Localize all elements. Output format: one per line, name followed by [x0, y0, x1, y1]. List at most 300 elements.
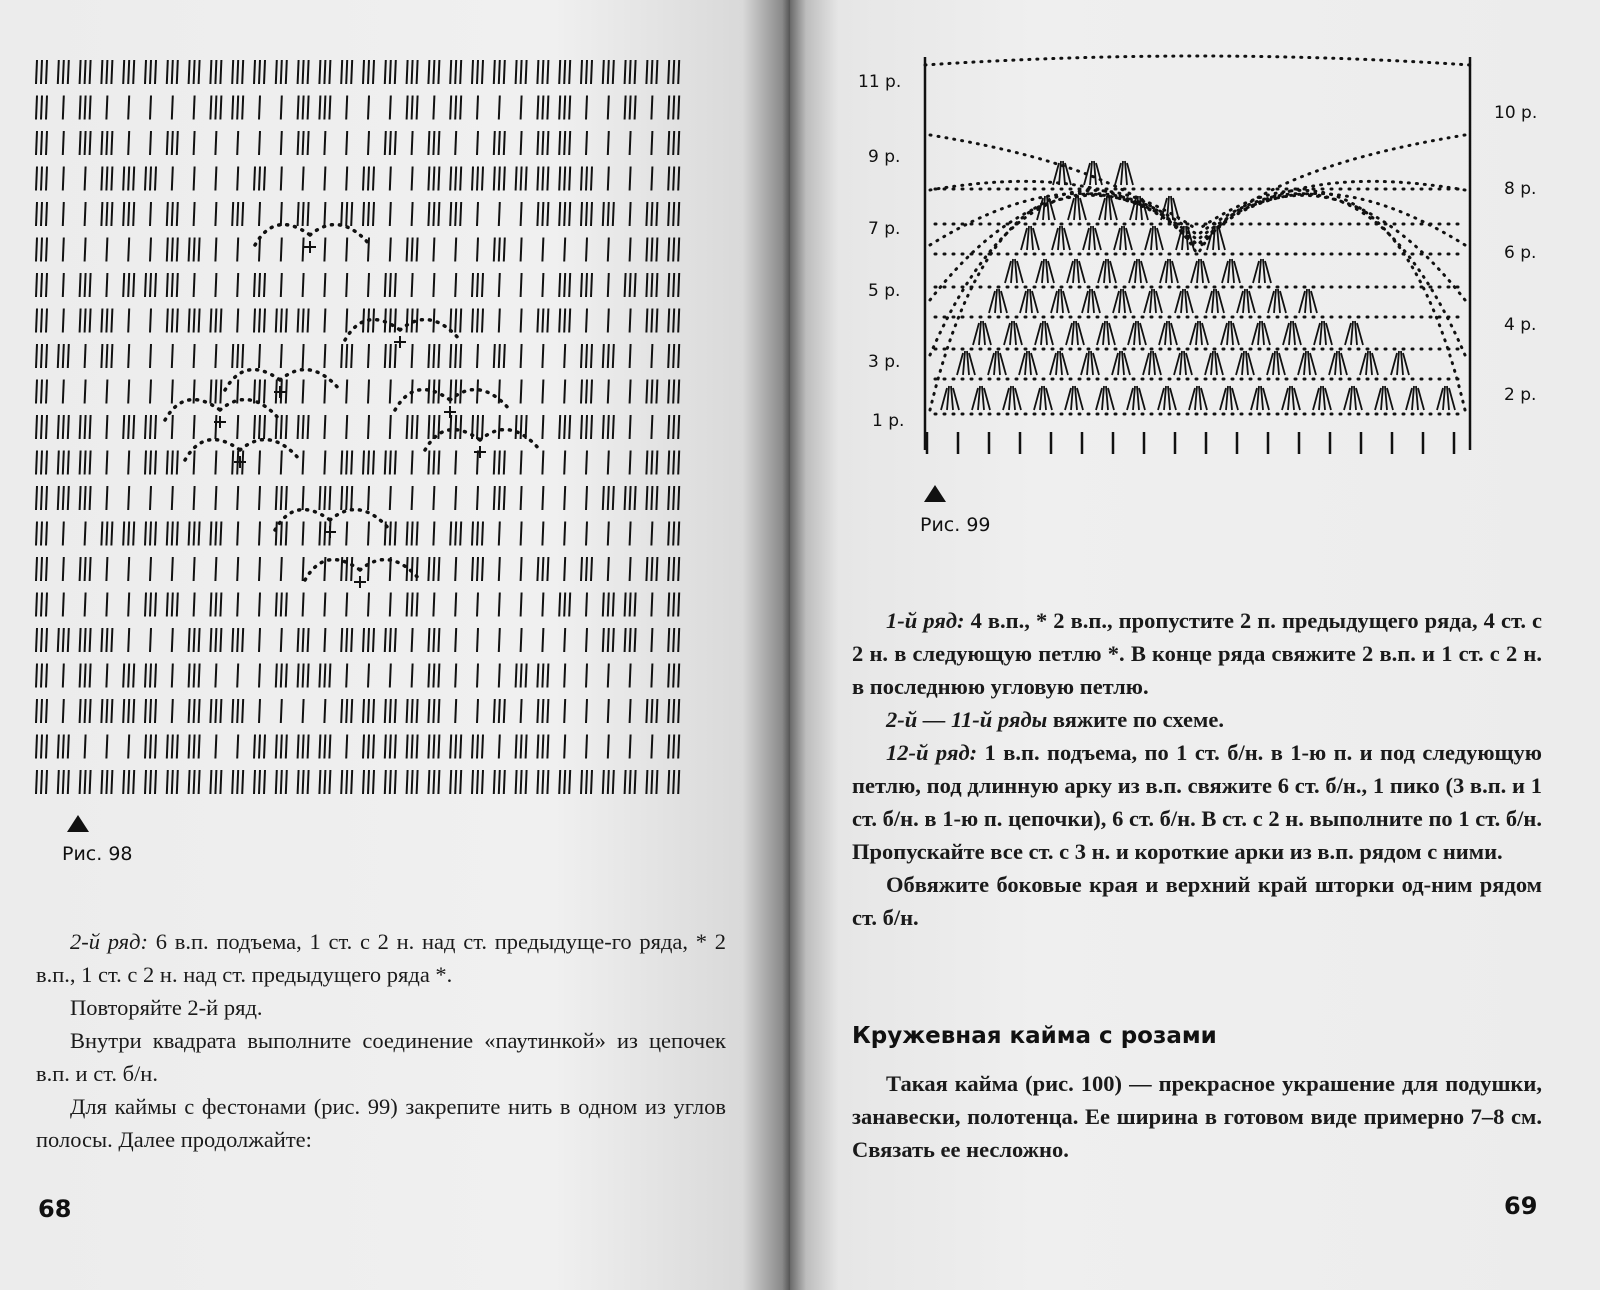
fan-stitch	[1141, 261, 1147, 283]
stitch-stroke	[303, 593, 304, 617]
stitch-stroke	[145, 522, 146, 546]
fan-stitch	[1000, 353, 1006, 375]
stitch-stroke	[237, 167, 238, 191]
chain-arc	[220, 400, 280, 420]
stitch-stroke	[608, 202, 609, 226]
fan-stitch	[1144, 291, 1150, 313]
stitch-stroke	[586, 486, 587, 510]
stitch-stroke	[630, 770, 631, 794]
stitch-stroke	[450, 522, 451, 546]
stitch-stroke	[106, 770, 107, 794]
stitch-stroke	[390, 415, 391, 439]
stitch-stroke	[281, 699, 282, 723]
stitch-stroke	[586, 131, 587, 155]
stitch-stroke	[150, 522, 151, 546]
fan-stitch	[1111, 198, 1117, 220]
stitch-stroke	[656, 238, 657, 262]
stitch-stroke	[363, 735, 364, 759]
chain-arc	[930, 194, 1198, 355]
stitch-stroke	[177, 131, 178, 155]
chain-arc	[480, 430, 540, 450]
stitch-stroke	[150, 167, 151, 191]
stitch-stroke	[368, 96, 369, 120]
stitch-stroke	[569, 309, 570, 333]
stitch-stroke	[194, 628, 195, 652]
stitch-stroke	[673, 451, 674, 475]
stitch-stroke	[547, 309, 548, 333]
stitch-stroke	[276, 415, 277, 439]
stitch-stroke	[36, 770, 37, 794]
stitch-stroke	[303, 415, 304, 439]
stitch-stroke	[63, 522, 64, 546]
stitch-stroke	[499, 522, 500, 546]
stitch-stroke	[276, 60, 277, 84]
stitch-stroke	[68, 486, 69, 510]
stitch-stroke	[460, 380, 461, 404]
stitch-stroke	[455, 486, 456, 510]
stitch-stroke	[36, 451, 37, 475]
stitch-stroke	[58, 486, 59, 510]
fan-stitch	[1232, 388, 1238, 410]
stitch-stroke	[499, 238, 500, 262]
stitch-stroke	[123, 167, 124, 191]
stitch-stroke	[455, 238, 456, 262]
figure-caption: Рис. 98	[62, 843, 133, 865]
stitch-stroke	[85, 415, 86, 439]
stitch-stroke	[281, 202, 282, 226]
stitch-stroke	[150, 238, 151, 262]
stitch-stroke	[668, 96, 669, 120]
stitch-stroke	[303, 202, 304, 226]
stitch-stroke	[678, 593, 679, 617]
stitch-stroke	[433, 628, 434, 652]
stitch-stroke	[477, 96, 478, 120]
stitch-stroke	[106, 131, 107, 155]
stitch-stroke	[101, 202, 102, 226]
fan-stitch	[1097, 323, 1103, 345]
stitch-stroke	[385, 273, 386, 297]
stitch-stroke	[477, 486, 478, 510]
stitch-stroke	[395, 309, 396, 333]
stitch-stroke	[303, 167, 304, 191]
stitch-stroke	[537, 131, 538, 155]
stitch-stroke	[172, 238, 173, 262]
stitch-stroke	[673, 380, 674, 404]
stitch-stroke	[363, 60, 364, 84]
stitch-stroke	[407, 593, 408, 617]
stitch-stroke	[678, 664, 679, 688]
fan-stitch	[1189, 388, 1195, 410]
stitch-stroke	[145, 451, 146, 475]
fan-stitch	[1157, 228, 1163, 250]
fan-stitch	[1077, 388, 1083, 410]
paragraph: Такая кайма (рис. 100) — прекрасное украшение для подушки, занавески, полотенца. Ее ширина в готовом виде примерно 7–8 см. Связать ее несложно.	[852, 1071, 1542, 1162]
stitch-stroke	[237, 486, 238, 510]
stitch-stroke	[237, 309, 238, 333]
row-label-2: 2 р.	[1504, 385, 1537, 405]
stitch-stroke	[341, 770, 342, 794]
stitch-stroke	[150, 415, 151, 439]
stitch-stroke	[128, 344, 129, 368]
stitch-stroke	[303, 238, 304, 262]
stitch-stroke	[450, 202, 451, 226]
fan-stitch	[1299, 291, 1305, 313]
stitch-stroke	[46, 131, 47, 155]
stitch-stroke	[189, 60, 190, 84]
stitch-stroke	[220, 699, 221, 723]
stitch-stroke	[385, 770, 386, 794]
stitch-stroke	[433, 557, 434, 581]
stitch-stroke	[259, 309, 260, 333]
stitch-stroke	[368, 699, 369, 723]
stitch-stroke	[455, 735, 456, 759]
stitch-stroke	[569, 60, 570, 84]
stitch-stroke	[133, 415, 134, 439]
fan-stitch	[1140, 323, 1146, 345]
stitch-stroke	[237, 380, 238, 404]
stitch-stroke	[111, 202, 112, 226]
stitch-stroke	[499, 167, 500, 191]
fan-stitch	[1098, 261, 1104, 283]
stitch-stroke	[281, 557, 282, 581]
stitch-stroke	[547, 96, 548, 120]
stitch-stroke	[41, 309, 42, 333]
stitch-stroke	[630, 380, 631, 404]
paragraph-text: Обвяжите боковые края и верхний край шторки од-ним рядом ст. б/н.	[852, 872, 1542, 930]
stitch-stroke	[630, 699, 631, 723]
stitch-stroke	[36, 96, 37, 120]
stitch-stroke	[194, 522, 195, 546]
plus-stitch	[304, 241, 316, 253]
stitch-stroke	[80, 96, 81, 120]
stitch-stroke	[608, 167, 609, 191]
fan-stitch	[953, 388, 959, 410]
stitch-stroke	[586, 664, 587, 688]
stitch-stroke	[569, 273, 570, 297]
stitch-stroke	[133, 167, 134, 191]
stitch-stroke	[324, 770, 325, 794]
stitch-stroke	[477, 60, 478, 84]
stitch-stroke	[308, 664, 309, 688]
stitch-stroke	[407, 415, 408, 439]
stitch-stroke	[106, 735, 107, 759]
stitch-stroke	[521, 344, 522, 368]
stitch-stroke	[450, 735, 451, 759]
stitch-stroke	[603, 415, 604, 439]
stitch-stroke	[264, 167, 265, 191]
stitch-stroke	[477, 628, 478, 652]
stitch-stroke	[215, 380, 216, 404]
stitch-stroke	[521, 735, 522, 759]
fan-stitch	[1003, 388, 1009, 410]
stitch-stroke	[199, 60, 200, 84]
stitch-stroke	[547, 167, 548, 191]
stitch-stroke	[428, 131, 429, 155]
stitch-stroke	[455, 273, 456, 297]
stitch-stroke	[111, 699, 112, 723]
stitch-stroke	[673, 486, 674, 510]
stitch-stroke	[276, 486, 277, 510]
chain-arc	[240, 440, 300, 460]
stitch-stroke	[569, 167, 570, 191]
stitch-stroke	[586, 735, 587, 759]
stitch-stroke	[145, 60, 146, 84]
stitch-stroke	[673, 415, 674, 439]
stitch-stroke	[341, 202, 342, 226]
stitch-stroke	[167, 735, 168, 759]
plus-stitch	[234, 456, 246, 468]
stitch-stroke	[417, 735, 418, 759]
stitch-stroke	[172, 699, 173, 723]
row-label-3: 3 р.	[868, 352, 901, 372]
stitch-stroke	[167, 770, 168, 794]
stitch-stroke	[276, 735, 277, 759]
stitch-stroke	[651, 593, 652, 617]
stitch-stroke	[189, 699, 190, 723]
stitch-stroke	[547, 770, 548, 794]
stitch-stroke	[85, 96, 86, 120]
stitch-stroke	[36, 273, 37, 297]
stitch-stroke	[368, 486, 369, 510]
chain-arc	[310, 225, 370, 245]
stitch-stroke	[499, 131, 500, 155]
stitch-stroke	[678, 60, 679, 84]
stitch-stroke	[494, 167, 495, 191]
stitch-stroke	[189, 664, 190, 688]
stitch-stroke	[259, 344, 260, 368]
stitch-stroke	[85, 522, 86, 546]
stitch-stroke	[542, 273, 543, 297]
stitch-stroke	[673, 309, 674, 333]
stitch-stroke	[220, 96, 221, 120]
stitch-stroke	[603, 344, 604, 368]
stitch-stroke	[547, 664, 548, 688]
stitch-stroke	[215, 557, 216, 581]
stitch-stroke	[591, 273, 592, 297]
stitch-stroke	[346, 344, 347, 368]
stitch-stroke	[324, 344, 325, 368]
stitch-stroke	[85, 664, 86, 688]
stitch-stroke	[220, 380, 221, 404]
stitch-stroke	[368, 202, 369, 226]
stitch-stroke	[106, 486, 107, 510]
stitch-stroke	[521, 770, 522, 794]
stitch-stroke	[581, 770, 582, 794]
stitch-stroke	[455, 770, 456, 794]
stitch-stroke	[526, 664, 527, 688]
fan-stitch	[1063, 291, 1069, 313]
stitch-stroke	[194, 238, 195, 262]
fan-stitch	[985, 323, 991, 345]
stitch-stroke	[85, 699, 86, 723]
stitch-stroke	[433, 60, 434, 84]
stitch-stroke	[433, 451, 434, 475]
stitch-stroke	[635, 593, 636, 617]
stitch-stroke	[128, 770, 129, 794]
stitch-stroke	[80, 451, 81, 475]
fan-stitch	[1265, 261, 1271, 283]
stitch-stroke	[433, 238, 434, 262]
stitch-stroke	[281, 309, 282, 333]
stitch-stroke	[559, 415, 560, 439]
stitch-stroke	[215, 664, 216, 688]
stitch-stroke	[286, 735, 287, 759]
stitch-stroke	[363, 451, 364, 475]
stitch-stroke	[460, 344, 461, 368]
stitch-stroke	[150, 60, 151, 84]
stitch-stroke	[303, 735, 304, 759]
stitch-stroke	[324, 593, 325, 617]
stitch-stroke	[537, 557, 538, 581]
stitch-stroke	[368, 770, 369, 794]
stitch-stroke	[210, 309, 211, 333]
stitch-stroke	[286, 664, 287, 688]
stitch-stroke	[678, 415, 679, 439]
stitch-stroke	[477, 451, 478, 475]
stitch-stroke	[368, 664, 369, 688]
stitch-stroke	[150, 557, 151, 581]
stitch-stroke	[36, 202, 37, 226]
stitch-stroke	[106, 522, 107, 546]
stitch-stroke	[172, 167, 173, 191]
fan-stitch	[1126, 228, 1132, 250]
stitch-stroke	[281, 486, 282, 510]
stitch-stroke	[656, 273, 657, 297]
fan-stitch	[1267, 353, 1273, 375]
fan-stitch	[1233, 323, 1239, 345]
crochet-chart-fig98	[30, 50, 710, 810]
stitch-stroke	[630, 664, 631, 688]
stitch-stroke	[477, 167, 478, 191]
stitch-stroke	[472, 273, 473, 297]
stitch-stroke	[668, 380, 669, 404]
stitch-stroke	[417, 60, 418, 84]
fan-stitch	[1201, 388, 1207, 410]
stitch-stroke	[155, 167, 156, 191]
stitch-stroke	[80, 131, 81, 155]
stitch-stroke	[586, 770, 587, 794]
stitch-stroke	[167, 202, 168, 226]
stitch-stroke	[281, 664, 282, 688]
fan-stitch	[1128, 323, 1134, 345]
stitch-stroke	[63, 593, 64, 617]
stitch-stroke	[106, 238, 107, 262]
stitch-stroke	[586, 238, 587, 262]
stitch-stroke	[106, 664, 107, 688]
stitch-stroke	[477, 415, 478, 439]
stitch-stroke	[559, 60, 560, 84]
stitch-stroke	[390, 593, 391, 617]
stitch-stroke	[172, 593, 173, 617]
stitch-stroke	[194, 699, 195, 723]
stitch-stroke	[613, 486, 614, 510]
fan-stitch	[1357, 323, 1363, 345]
stitch-stroke	[232, 96, 233, 120]
stitch-stroke	[63, 557, 64, 581]
stitch-stroke	[390, 131, 391, 155]
stitch-stroke	[433, 344, 434, 368]
stitch-stroke	[264, 415, 265, 439]
stitch-stroke	[237, 238, 238, 262]
stitch-stroke	[298, 309, 299, 333]
stitch-stroke	[613, 593, 614, 617]
fan-stitch	[1283, 323, 1289, 345]
stitch-stroke	[41, 522, 42, 546]
stitch-stroke	[564, 96, 565, 120]
stitch-stroke	[630, 628, 631, 652]
fan-stitch	[1190, 323, 1196, 345]
stitch-stroke	[407, 557, 408, 581]
stitch-stroke	[46, 628, 47, 652]
stitch-stroke	[215, 699, 216, 723]
stitch-stroke	[199, 664, 200, 688]
stitch-stroke	[220, 309, 221, 333]
stitch-stroke	[90, 273, 91, 297]
stitch-stroke	[472, 770, 473, 794]
stitch-stroke	[215, 522, 216, 546]
stitch-stroke	[482, 60, 483, 84]
stitch-stroke	[346, 309, 347, 333]
stitch-stroke	[433, 309, 434, 333]
stitch-stroke	[46, 309, 47, 333]
stitch-stroke	[569, 131, 570, 155]
fan-stitch	[1251, 388, 1257, 410]
stitch-stroke	[494, 238, 495, 262]
stitch-stroke	[298, 735, 299, 759]
stitch-stroke	[499, 344, 500, 368]
chain-arc	[395, 390, 450, 410]
stitch-stroke	[668, 238, 669, 262]
stitch-stroke	[450, 167, 451, 191]
stitch-stroke	[90, 131, 91, 155]
stitch-stroke	[438, 735, 439, 759]
stitch-stroke	[324, 309, 325, 333]
stitch-stroke	[68, 735, 69, 759]
stitch-stroke	[373, 167, 374, 191]
fan-stitch	[988, 353, 994, 375]
stitch-stroke	[106, 628, 107, 652]
stitch-stroke	[673, 593, 674, 617]
stitch-stroke	[80, 628, 81, 652]
stitch-stroke	[232, 628, 233, 652]
stitch-stroke	[564, 167, 565, 191]
stitch-stroke	[608, 415, 609, 439]
stitch-stroke	[656, 770, 657, 794]
stitch-stroke	[668, 699, 669, 723]
stitch-stroke	[499, 735, 500, 759]
stitch-stroke	[90, 451, 91, 475]
stitch-stroke	[324, 131, 325, 155]
stitch-stroke	[46, 415, 47, 439]
stitch-stroke	[673, 131, 674, 155]
stitch-stroke	[90, 628, 91, 652]
stitch-stroke	[324, 167, 325, 191]
stitch-stroke	[286, 309, 287, 333]
stitch-stroke	[351, 451, 352, 475]
stitch-stroke	[123, 770, 124, 794]
stitch-stroke	[232, 202, 233, 226]
stitch-stroke	[499, 593, 500, 617]
stitch-stroke	[80, 486, 81, 510]
stitch-stroke	[477, 664, 478, 688]
stitch-stroke	[455, 664, 456, 688]
stitch-stroke	[63, 273, 64, 297]
stitch-stroke	[106, 415, 107, 439]
stitch-stroke	[586, 60, 587, 84]
stitch-stroke	[608, 344, 609, 368]
stitch-stroke	[237, 664, 238, 688]
stitch-stroke	[259, 273, 260, 297]
